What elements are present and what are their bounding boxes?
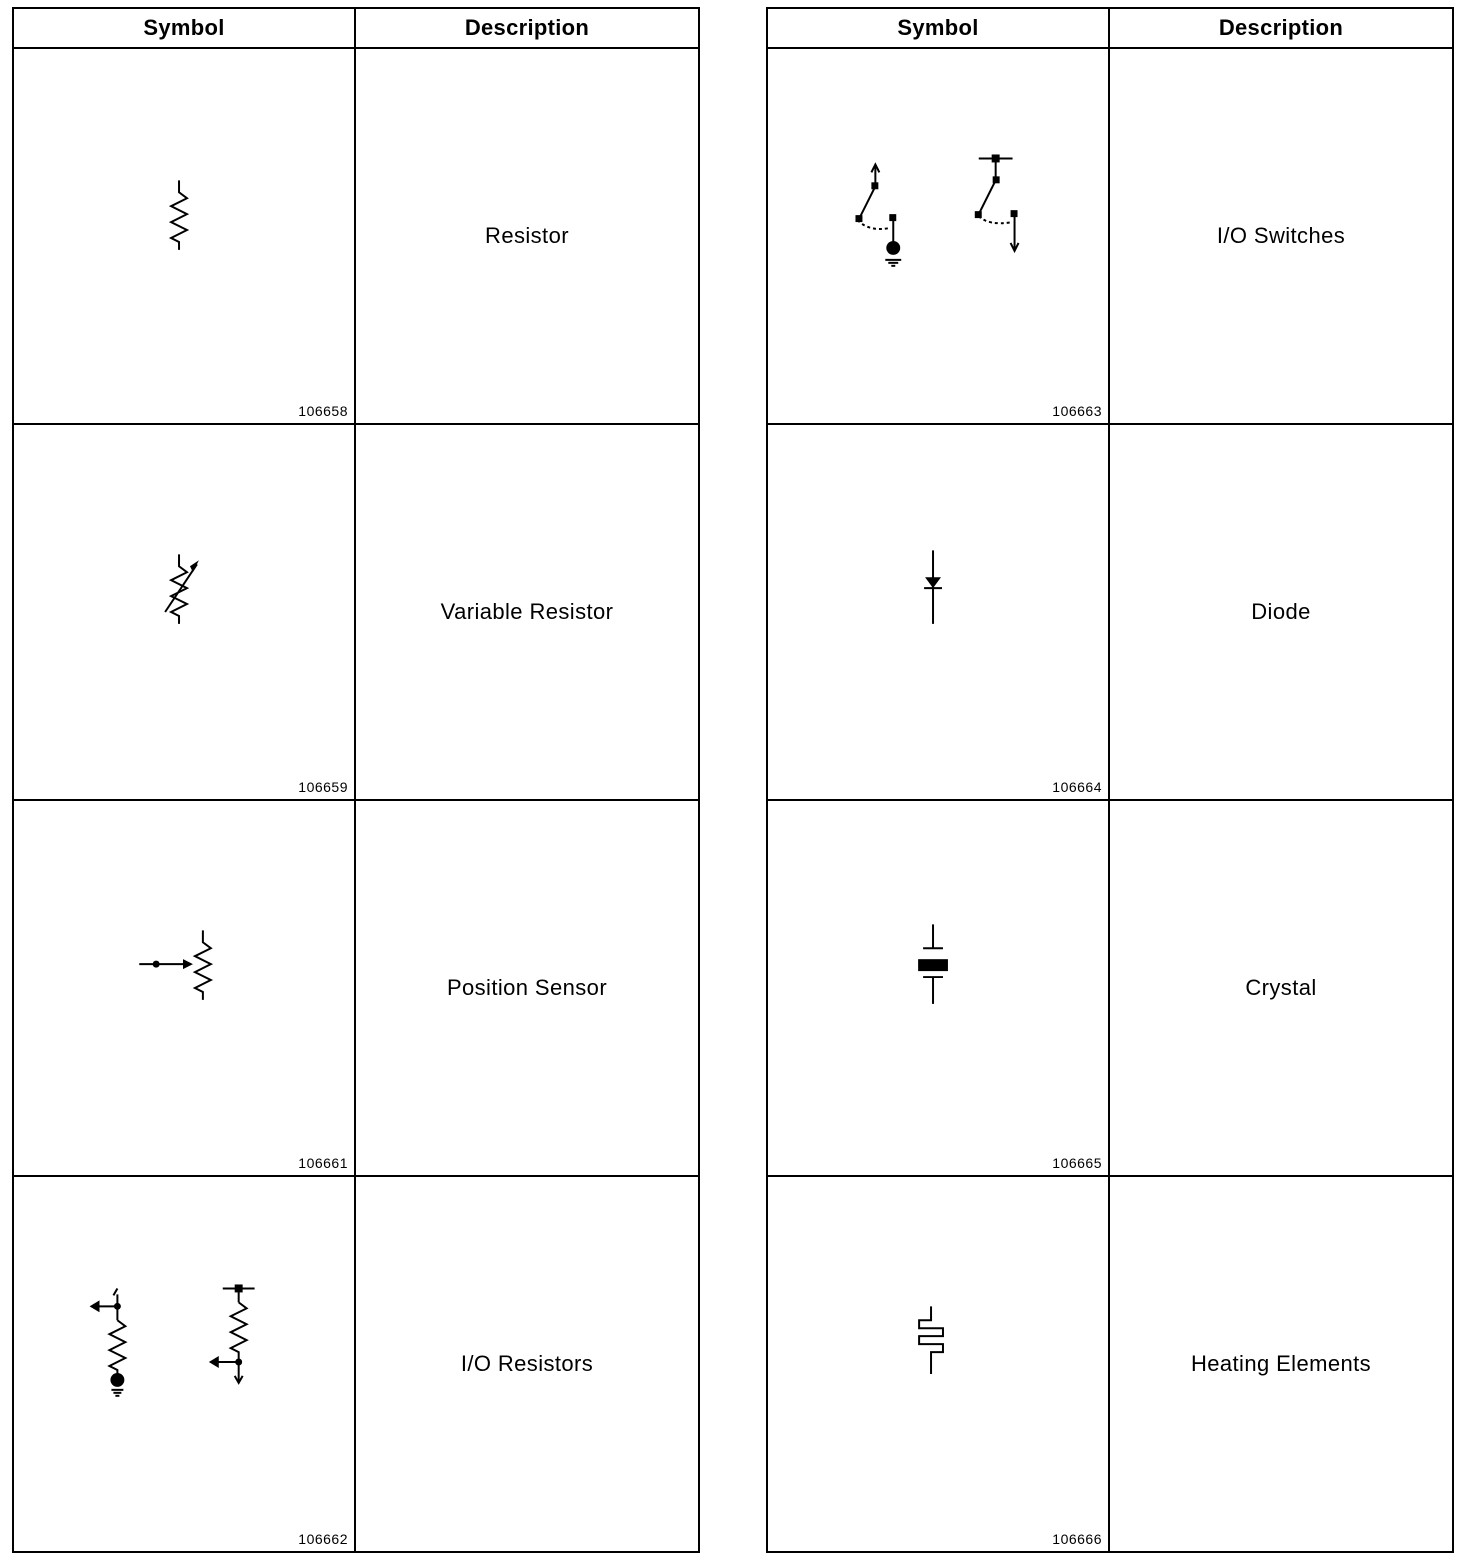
description-cell: Variable Resistor (355, 424, 699, 800)
figure-number: 106659 (298, 779, 348, 795)
symbol-cell (13, 424, 355, 800)
symbol-cell (767, 48, 1109, 424)
figure-number: 106663 (1052, 403, 1102, 419)
diode-icon (768, 425, 1108, 799)
description-cell: I/O Resistors (355, 1176, 699, 1552)
table-row (13, 424, 699, 800)
figure-number: 106666 (1052, 1531, 1102, 1547)
table-row (767, 1176, 1453, 1552)
table-row (13, 48, 699, 424)
description-cell: Resistor (355, 48, 699, 424)
table-row (767, 424, 1453, 800)
figure-number: 106662 (298, 1531, 348, 1547)
heating-element-icon (768, 1177, 1108, 1551)
description-column-header: Description (355, 8, 699, 48)
description-cell: I/O Switches (1109, 48, 1453, 424)
figure-number: 106665 (1052, 1155, 1102, 1171)
description-cell: Crystal (1109, 800, 1453, 1176)
description-cell: Heating Elements (1109, 1176, 1453, 1552)
figure-number: 106661 (298, 1155, 348, 1171)
figure-number: 106658 (298, 403, 348, 419)
io-switches-icon (768, 49, 1108, 423)
symbol-cell (767, 800, 1109, 1176)
symbol-table-left (12, 7, 700, 1553)
crystal-icon (768, 801, 1108, 1175)
description-cell: Diode (1109, 424, 1453, 800)
table-row (767, 800, 1453, 1176)
symbol-column-header: Symbol (13, 8, 355, 48)
variable-resistor-icon (14, 425, 354, 799)
symbol-cell (767, 424, 1109, 800)
symbol-table-right (766, 7, 1454, 1553)
symbol-cell (13, 800, 355, 1176)
description-cell: Position Sensor (355, 800, 699, 1176)
symbol-cell (13, 1176, 355, 1552)
symbol-cell (767, 1176, 1109, 1552)
figure-number: 106664 (1052, 779, 1102, 795)
table-row (13, 800, 699, 1176)
position-sensor-icon (14, 801, 354, 1175)
resistor-icon (14, 49, 354, 423)
symbol-cell (13, 48, 355, 424)
description-column-header: Description (1109, 8, 1453, 48)
table-row (767, 48, 1453, 424)
table-row (13, 1176, 699, 1552)
symbol-column-header: Symbol (767, 8, 1109, 48)
io-resistors-icon (14, 1177, 354, 1551)
